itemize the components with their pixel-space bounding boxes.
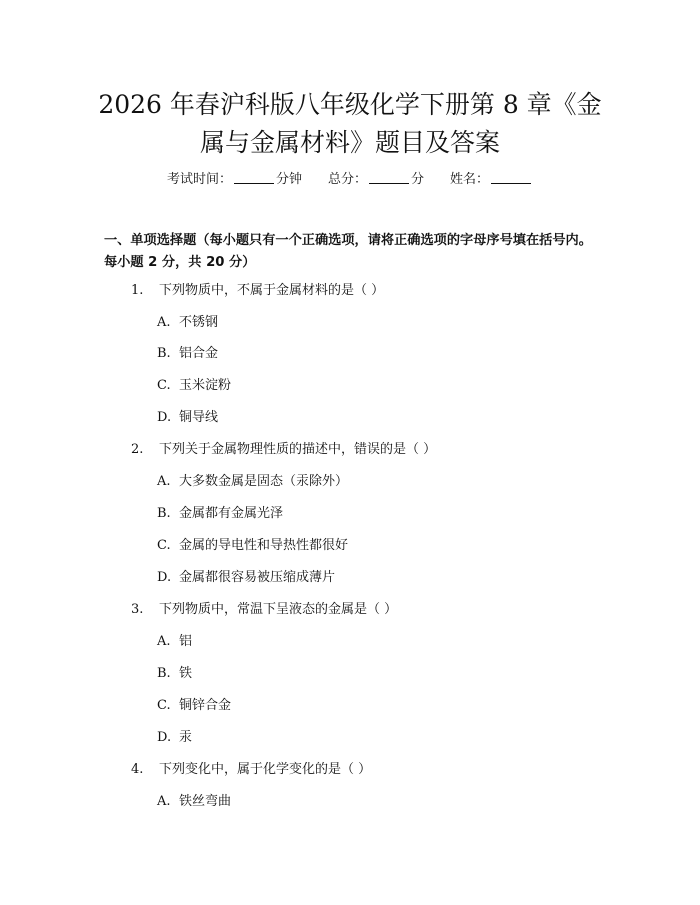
option-letter: C. bbox=[157, 378, 171, 393]
option-letter: B. bbox=[157, 506, 171, 521]
option-letter: A. bbox=[157, 794, 171, 809]
option-text: 铝合金 bbox=[179, 346, 219, 361]
option-1d[interactable] bbox=[157, 410, 218, 426]
question-text: 下列关于金属物理性质的描述中，错误的是（ ） bbox=[159, 442, 437, 457]
score-blank[interactable] bbox=[369, 171, 409, 184]
question-number: 2. bbox=[131, 442, 144, 457]
time-label: 考试时间： bbox=[166, 172, 232, 187]
option-text: 铜锌合金 bbox=[179, 698, 232, 713]
name-label: 姓名： bbox=[450, 172, 490, 187]
option-text: 铁丝弯曲 bbox=[179, 794, 232, 809]
name-blank[interactable] bbox=[491, 171, 531, 184]
time-blank[interactable] bbox=[234, 171, 274, 184]
question-number: 1. bbox=[131, 283, 144, 298]
option-2b[interactable] bbox=[157, 506, 283, 522]
option-1b[interactable] bbox=[157, 346, 218, 362]
option-letter: C. bbox=[157, 538, 171, 553]
option-letter: A. bbox=[157, 474, 171, 489]
option-2d[interactable] bbox=[157, 570, 335, 586]
option-1c[interactable] bbox=[157, 378, 231, 394]
question-2 bbox=[131, 442, 436, 458]
option-3c[interactable] bbox=[157, 698, 231, 714]
option-text: 金属都很容易被压缩成薄片 bbox=[179, 570, 336, 585]
section-heading: 一、单项选择题（每小题只有一个正确选项，请将正确选项的字母序号填在括号内。每小题 2 分，共 20 分） bbox=[104, 233, 592, 270]
question-text: 下列变化中，属于化学变化的是（ ） bbox=[159, 762, 372, 777]
option-letter: D. bbox=[157, 410, 172, 425]
option-text: 铝 bbox=[179, 634, 193, 649]
option-3a[interactable] bbox=[157, 634, 192, 650]
option-text: 金属的导电性和导热性都很好 bbox=[179, 538, 349, 553]
option-2c[interactable] bbox=[157, 538, 348, 554]
option-letter: D. bbox=[157, 730, 172, 745]
option-3d[interactable] bbox=[157, 730, 192, 746]
question-number: 4. bbox=[131, 762, 144, 777]
option-2a[interactable] bbox=[157, 474, 348, 490]
option-text: 玉米淀粉 bbox=[179, 378, 232, 393]
option-text: 铁 bbox=[179, 666, 193, 681]
question-4 bbox=[131, 762, 371, 778]
option-letter: A. bbox=[157, 634, 171, 649]
question-text: 下列物质中，不属于金属材料的是（ ） bbox=[159, 283, 385, 298]
title-line-1: 2026 年春沪科版八年级化学下册第 8 章《金 bbox=[98, 90, 602, 119]
title-line-2: 属与金属材料》题目及答案 bbox=[199, 128, 500, 157]
option-letter: A. bbox=[157, 315, 171, 330]
question-number: 3. bbox=[131, 602, 144, 617]
option-4a[interactable] bbox=[157, 794, 231, 810]
option-letter: C. bbox=[157, 698, 171, 713]
exam-meta bbox=[0, 168, 700, 187]
time-unit: 分钟 bbox=[275, 172, 302, 187]
option-text: 铜导线 bbox=[179, 410, 219, 425]
option-text: 汞 bbox=[179, 730, 193, 745]
question-3 bbox=[131, 602, 397, 618]
score-label: 总分： bbox=[327, 172, 367, 187]
document-title bbox=[88, 86, 612, 162]
score-unit: 分 bbox=[411, 172, 425, 187]
option-text: 不锈钢 bbox=[179, 315, 219, 330]
option-text: 大多数金属是固态（汞除外） bbox=[179, 474, 349, 489]
option-letter: B. bbox=[157, 346, 171, 361]
option-1a[interactable] bbox=[157, 315, 218, 331]
option-letter: D. bbox=[157, 570, 172, 585]
option-text: 金属都有金属光泽 bbox=[179, 506, 284, 521]
question-text: 下列物质中，常温下呈液态的金属是（ ） bbox=[159, 602, 398, 617]
option-3b[interactable] bbox=[157, 666, 192, 682]
option-letter: B. bbox=[157, 666, 171, 681]
question-1 bbox=[131, 283, 384, 299]
